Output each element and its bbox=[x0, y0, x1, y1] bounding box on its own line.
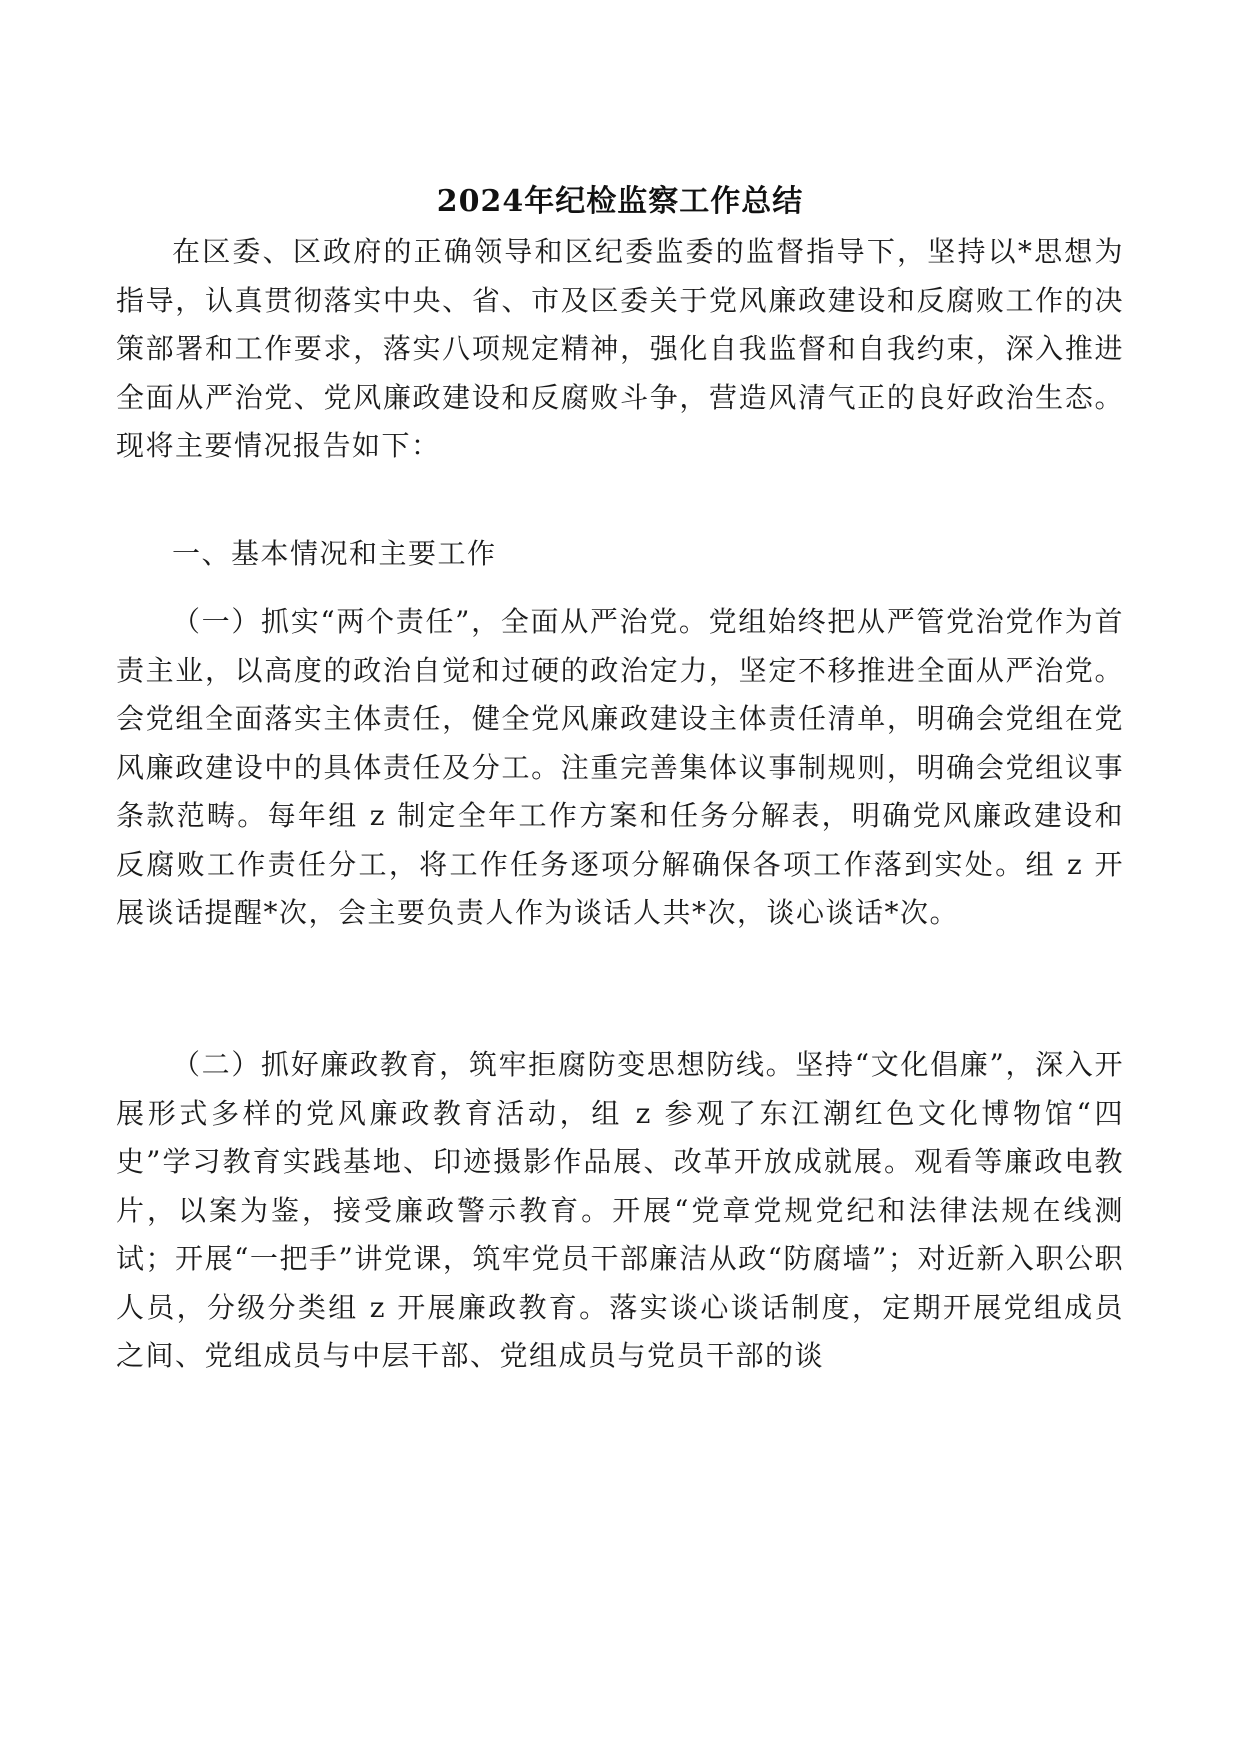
paragraph-two-responsibilities: （一）抓实“两个责任”，全面从严治党。党组始终把从严管党治党作为首责主业，以高度的政治自觉和过硬的政治定力，坚定不移推进全面从严治党。会党组全面落实主体责任，健全党风廉政建设主体责任清单，明确会党组在党风廉政建设中的具体责任及分工。注重完善集体议事制规则，明确会党组议事条款范畴。每年组 z 制定全年工作方案和任务分解表，明确党风廉政建设和反腐败工作责任分工，将工作任务逐项分解确保各项工作落到实处。组 z 开展谈话提醒*次，会主要负责人作为谈话人共*次，谈心谈话*次。 bbox=[116, 605, 1124, 929]
document-title: 2024年纪检监察工作总结 bbox=[436, 184, 804, 219]
intro-paragraph: 在区委、区政府的正确领导和区纪委监委的监督指导下，坚持以*思想为指导，认真贯彻落实中央、省、市及区委关于党风廉政建设和反腐败工作的决策部署和工作要求，落实八项规定精神，强化自我监督和自我约束，深入推进全面从严治党、党风廉政建设和反腐败斗争，营造风清气正的良好政治生态。现将主要情况报告如下： bbox=[116, 235, 1124, 462]
section-heading: 一、基本情况和主要工作 bbox=[172, 537, 497, 570]
paragraph-integrity-education: （二）抓好廉政教育，筑牢拒腐防变思想防线。坚持“文化倡廉”，深入开展形式多样的党风廉政教育活动，组 z 参观了东江潮红色文化博物馆“四史”学习教育实践基地、印迹摄影作品展、改革开放成就展。观看等廉政电教片，以案为鉴，接受廉政警示教育。开展“党章党规党纪和法律法规在线测试；开展“一把手”讲党课，筑牢党员干部廉洁从政“防腐墙”；对近新入职公职人员，分级分类组 z 开展廉政教育。落实谈心谈话制度，定期开展党组成员之间、党组成员与中层干部、党组成员与党员干部的谈 bbox=[116, 1048, 1124, 1372]
